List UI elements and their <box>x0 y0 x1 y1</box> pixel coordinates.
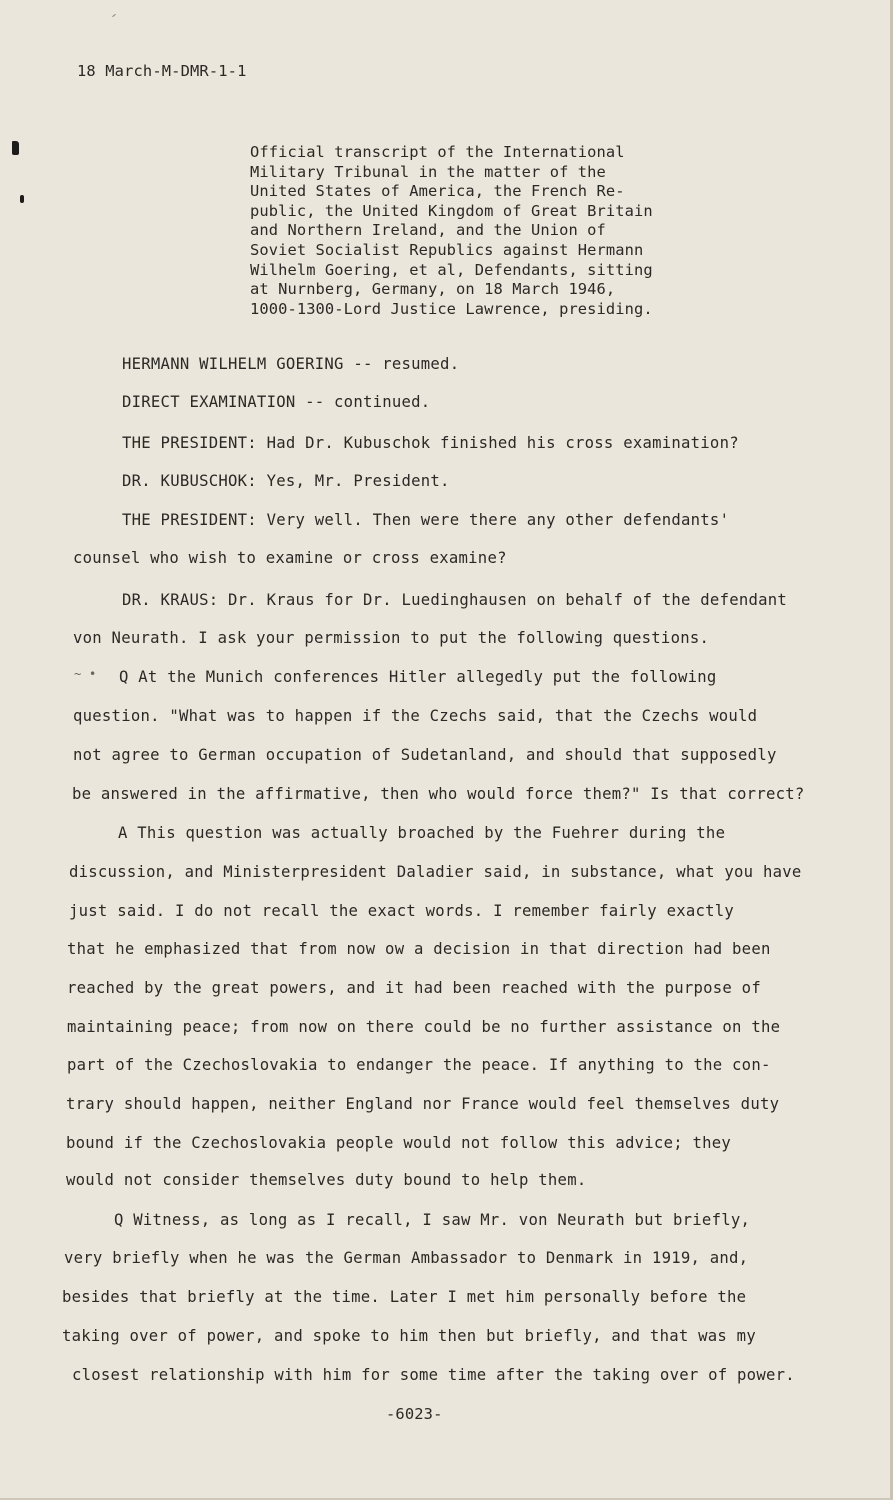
transcript-line: not agree to German occupation of Sudetanland, and should that supposedly <box>73 746 777 764</box>
margin-mark <box>20 195 24 203</box>
transcript-line: DR. KUBUSCHOK: Yes, Mr. President. <box>122 472 450 490</box>
page-reference: 18 March-M-DMR-1-1 <box>77 62 247 80</box>
transcript-line: that he emphasized that from now ow a decision in that direction had been <box>67 940 771 958</box>
transcript-line: would not consider themselves duty bound to help them. <box>66 1171 587 1189</box>
transcript-line: closest relationship with him for some time after the taking over of power. <box>72 1366 795 1384</box>
transcript-line: von Neurath. I ask your permission to put the following questions. <box>73 629 710 647</box>
examination-line: DIRECT EXAMINATION -- continued. <box>122 393 431 411</box>
transcript-line: THE PRESIDENT: Very well. Then were there any other defendants' <box>122 511 730 529</box>
caption-line: at Nurnberg, Germany, on 18 March 1946, <box>250 280 616 299</box>
margin-mark <box>12 141 19 155</box>
caption-line: Official transcript of the International <box>250 143 625 161</box>
page-number: -6023- <box>386 1405 443 1423</box>
caption-line: United States of America, the French Re- <box>250 182 625 201</box>
transcript-line: counsel who wish to examine or cross examine? <box>73 549 507 567</box>
transcript-line: question. "What was to happen if the Czechs said, that the Czechs would <box>73 707 758 725</box>
transcript-line: be answered in the affirmative, then who would force them?" Is that correct? <box>72 785 805 803</box>
transcript-line: reached by the great powers, and it had been reached with the purpose of <box>67 979 761 997</box>
caption-line: Military Tribunal in the matter of the <box>250 162 606 181</box>
transcript-line: Q At the Munich conferences Hitler allegedly put the following <box>119 668 717 686</box>
transcript-line: part of the Czechoslovakia to endanger the peace. If anything to the con- <box>67 1056 771 1074</box>
transcript-line: discussion, and Ministerpresident Daladier said, in substance, what you have <box>69 863 802 881</box>
caption-line: 1000-1300-Lord Justice Lawrence, presiding. <box>250 299 653 318</box>
margin-tick: ~ • <box>74 667 97 681</box>
transcript-line: trary should happen, neither England nor France would feel themselves duty <box>66 1095 780 1113</box>
transcript-line: A This question was actually broached by the Fuehrer during the <box>118 824 726 842</box>
caption-line: and Northern Ireland, and the Union of <box>250 221 606 240</box>
transcript-line: maintaining peace; from now on there could be no further assistance on the <box>67 1018 781 1036</box>
transcript-line: taking over of power, and spoke to him then but briefly, and that was my <box>62 1327 756 1345</box>
transcript-line: just said. I do not recall the exact words. I remember fairly exactly <box>69 902 735 920</box>
transcript-line: THE PRESIDENT: Had Dr. Kubuschok finished his cross examination? <box>122 434 739 452</box>
witness-line: HERMANN WILHELM GOERING -- resumed. <box>122 355 460 373</box>
transcript-line: Q Witness, as long as I recall, I saw Mr. von Neurath but briefly, <box>114 1211 751 1229</box>
caption-line: Soviet Socialist Republics against Hermann <box>250 240 644 259</box>
caption-line: public, the United Kingdom of Great Britain <box>250 201 653 220</box>
caption-line: Wilhelm Goering, et al, Defendants, sitting <box>250 260 653 279</box>
transcript-caption <box>250 143 653 319</box>
transcript-line: besides that briefly at the time. Later I met him personally before the <box>62 1288 747 1306</box>
paper-speck <box>112 14 116 17</box>
transcript-line: very briefly when he was the German Ambassador to Denmark in 1919, and, <box>64 1249 749 1267</box>
transcript-line: DR. KRAUS: Dr. Kraus for Dr. Luedinghausen on behalf of the defendant <box>122 591 788 609</box>
transcript-line: bound if the Czechoslovakia people would not follow this advice; they <box>66 1134 732 1152</box>
